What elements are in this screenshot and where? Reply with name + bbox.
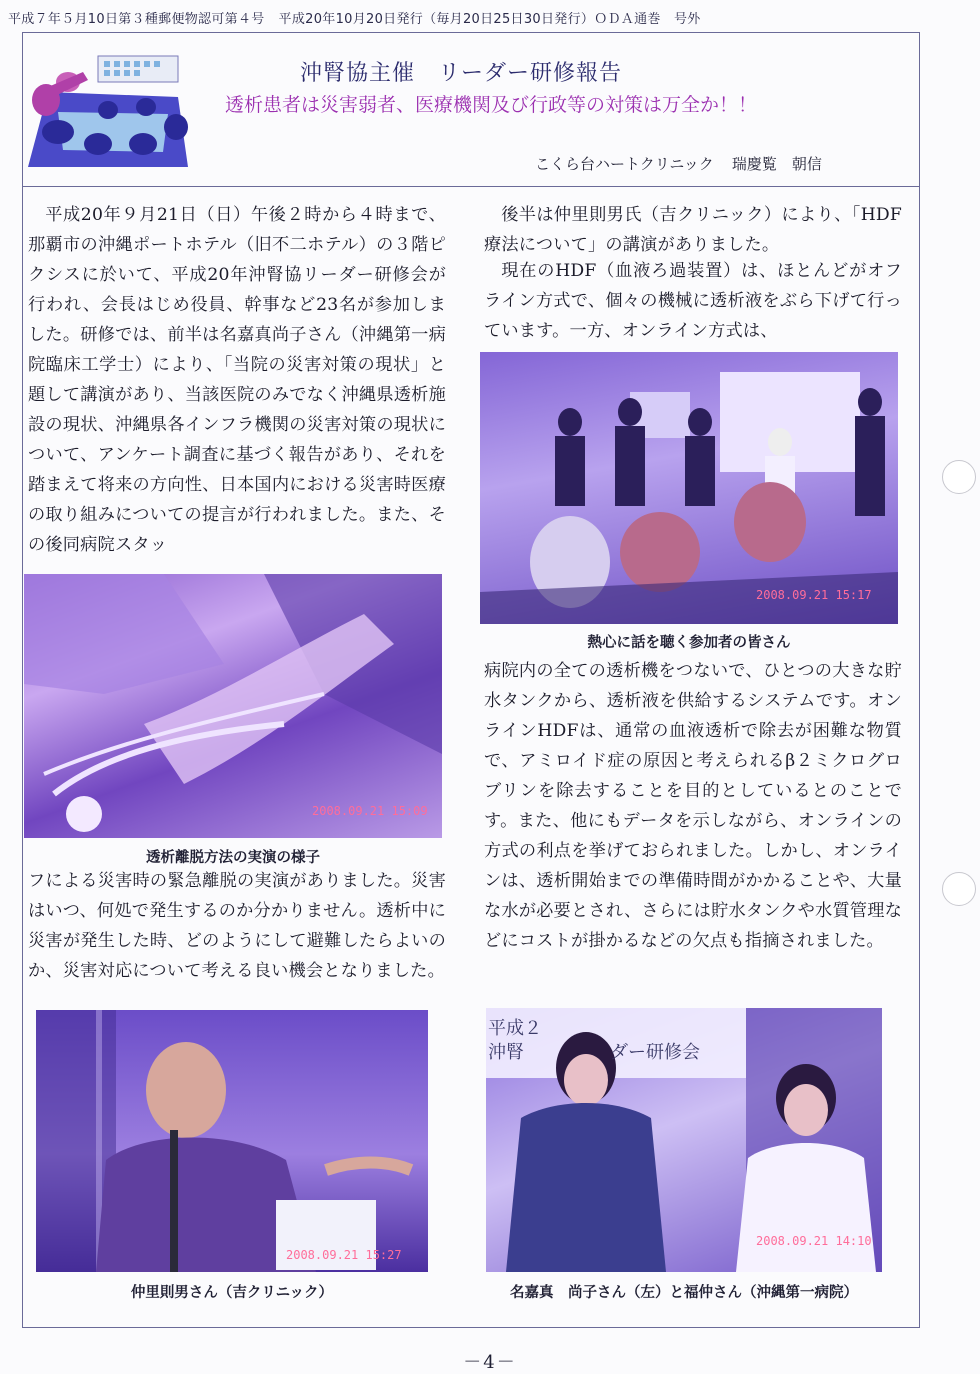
punch-hole-bottom [942, 872, 976, 906]
photo-audience-caption: 熱心に話を聴く参加者の皆さん [587, 635, 791, 651]
author-line [535, 153, 822, 174]
photo-audience-timestamp: 2008.09.21 15:17 [756, 588, 872, 602]
speaker-illustration [36, 1010, 428, 1272]
photo-speaker-timestamp: 2008.09.21 15:27 [286, 1248, 402, 1262]
masthead [0, 8, 980, 27]
body-paragraph-right-2: 現在のHDF（血液ろ過装置）は、ほとんどがオフライン方式で、個々の機械に透析液をぶら下げて行っています。一方、オンライン方式は、 [484, 261, 902, 341]
photo-demo-timestamp: 2008.09.21 15:09 [312, 804, 428, 818]
photo-presenters-timestamp: 2008.09.21 14:10 [756, 1234, 872, 1248]
article-title: 沖腎協主催 リーダー研修報告 [300, 61, 623, 86]
photo-speaker-caption: 仲里則男さん（吉クリニック） [130, 1285, 334, 1301]
photo-speaker [36, 1010, 428, 1272]
photo-demo [24, 574, 442, 838]
photo-presenters-caption: 名嘉真 尚子さん（左）と福仲さん（沖縄第一病院） [510, 1285, 858, 1301]
body-paragraph-right-1: 後半は仲里則男氏（吉クリニック）により、「HDF療法について」の講演がありました。 [484, 205, 902, 255]
meeting-illustration [28, 52, 188, 167]
punch-hole-top [942, 460, 976, 494]
banner-line-1: 平成２ [488, 1018, 542, 1039]
photo-audience [480, 352, 898, 624]
masthead-left: 平成７年５月10日第３種郵便物認可第４号 [8, 12, 265, 27]
photo-presenters [486, 1008, 882, 1272]
article-subtitle: 透析患者は災害弱者、医療機関及び行政等の対策は万全か！！ [225, 94, 758, 116]
banner-line-2: 沖腎 [488, 1042, 524, 1063]
body-paragraph-left-1: 平成20年９月21日（日）午後２時から４時まで、那覇市の沖縄ポートホテル（旧不二ホテル）の３階ピクシスに於いて、平成20年沖腎協リーダー研修会が行われ、会長はじめ役員、幹事など23名が参加しました。研修では、前半は名嘉真尚子さん（沖縄第一病院臨床工学士）により、「当院の災害対策の現状」と題して講演があり、当該医院のみでなく沖縄県透析施設の現状、沖縄県各インフラ機関の災害対策の現状について、アンケート調査に基づく報告があり、それを踏まえて将来の方向性、日本国内における災害時医療の取り組みについての提言が行われました。また、その後同病院スタッ [28, 205, 446, 555]
body-paragraph-left-2: フによる災害時の緊急離脱の実演がありました。災害はいつ、何処で発生するのか分かりません。透析中に災害が発生した時、どのようにして避難したらよいのか、災害対応について考える良い機会となりました。 [28, 871, 446, 981]
masthead-right: 平成20年10月20日発行（毎月20日25日30日発行）ＯＤＡ通巻 号外 [278, 12, 701, 27]
page-number: －4－ [463, 1352, 517, 1373]
body-paragraph-right-3: 病院内の全ての透析機をつないで、ひとつの大きな貯水タンクから、透析液を供給するシステムです。オンラインHDFは、通常の血液透析で除去が困難な物質で、アミロイド症の原因と考えられるβ２ミクログロブリンを除去することを目的としているとのことです。また、他にもデータを示しながら、オンラインの方式の利点を挙げておられました。しかし、オンラインは、透析開始までの準備時間がかかることや、大量な水が必要とされ、さらには貯水タンクや水質管理などにコストが掛かるなどの欠点も指摘されました。 [484, 661, 902, 951]
banner-line-3: ダー研修会 [610, 1042, 700, 1063]
audience-illustration [480, 352, 898, 624]
demo-illustration [24, 574, 442, 838]
author-org: こくら台ハートクリニック [535, 155, 714, 173]
photo-demo-caption: 透析離脱方法の実演の様子 [146, 850, 320, 866]
author-name: 瑞慶覧 朝信 [731, 155, 822, 173]
